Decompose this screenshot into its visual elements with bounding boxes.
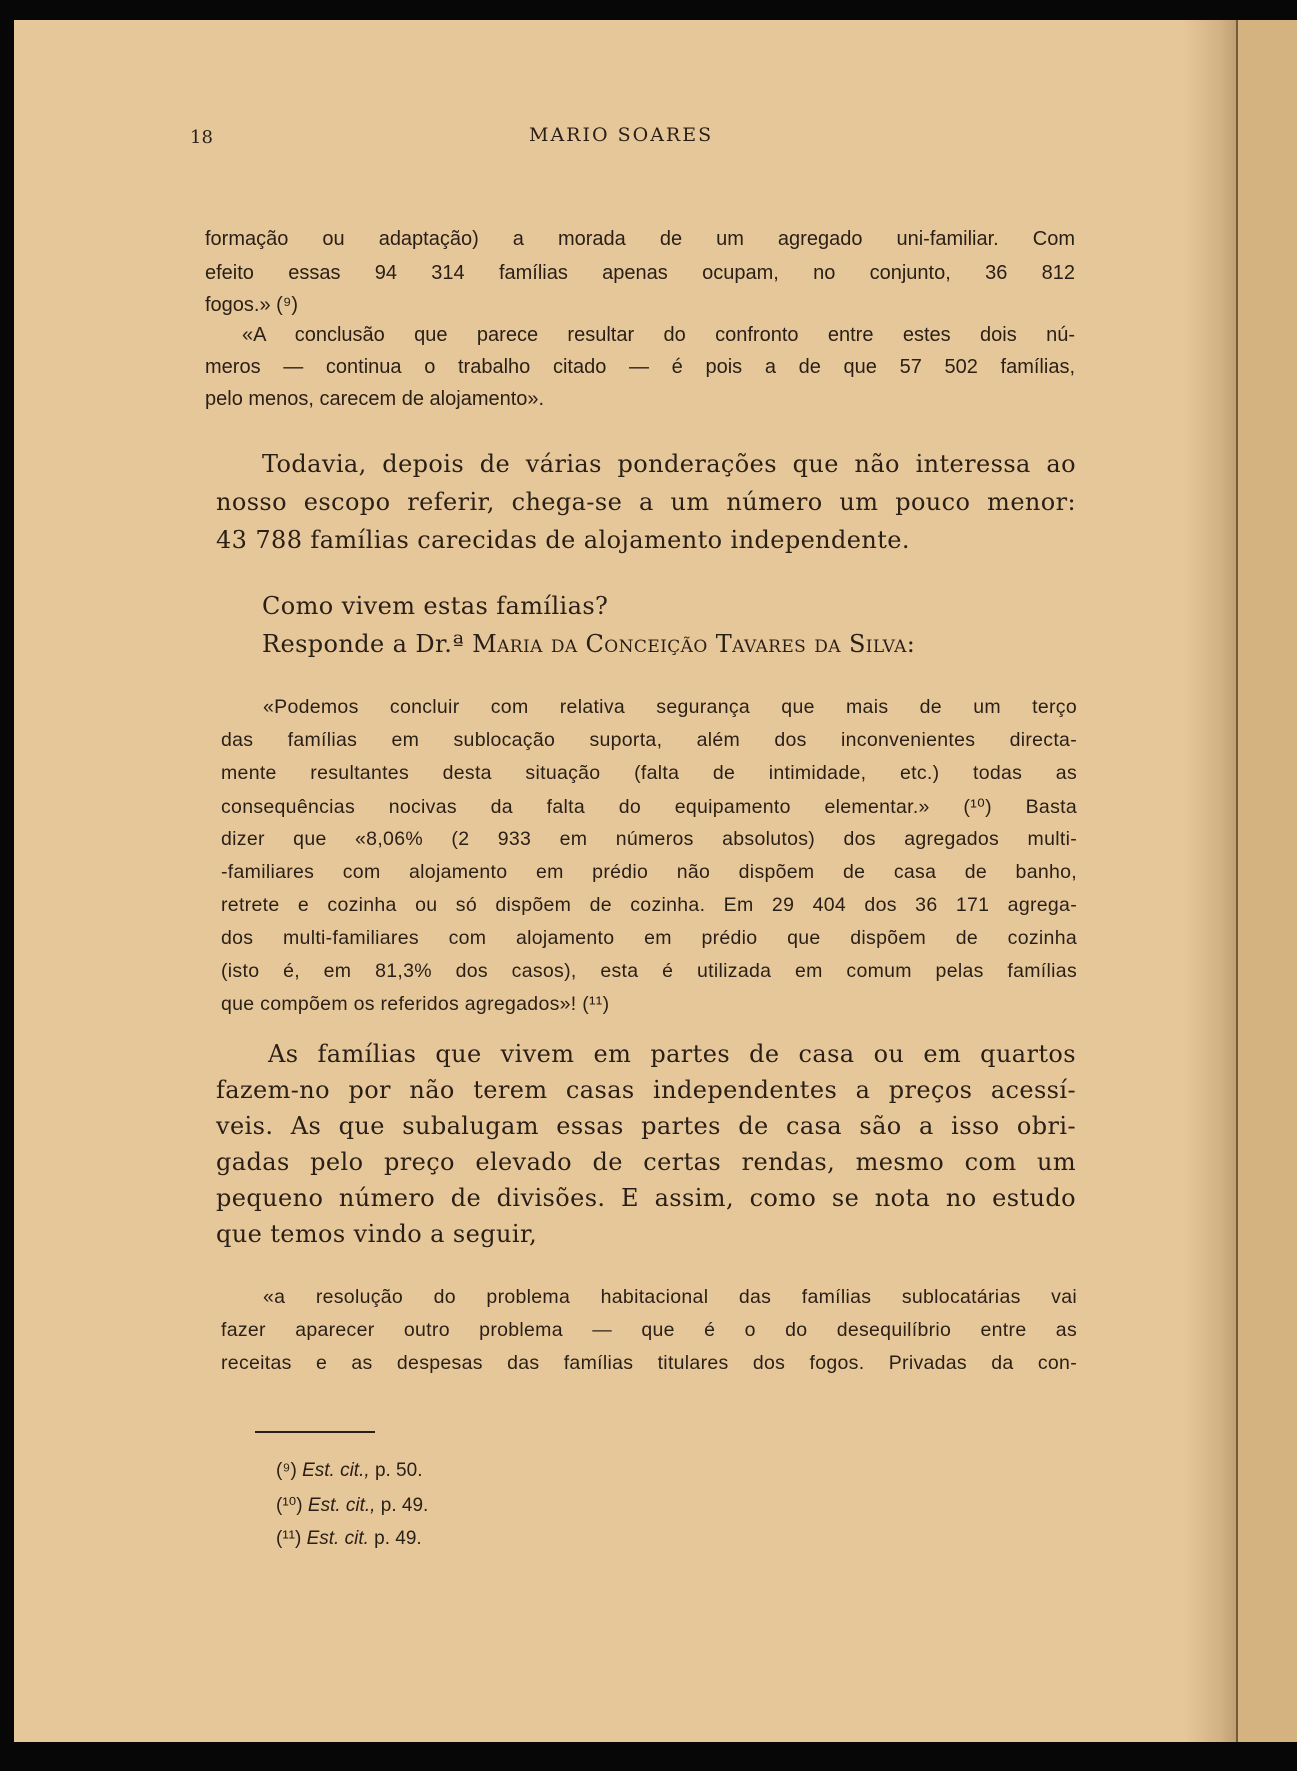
text-line: As famílias que vivem em partes de casa ou em quartos <box>268 1040 1076 1068</box>
footnote <box>276 1494 428 1517</box>
text-line: fogos.» (⁹) <box>205 294 299 316</box>
quote-line: dos multi-familiares com alojamento em prédio que dispõem de cozinha <box>221 927 1077 949</box>
next-page-edge <box>1238 20 1297 1742</box>
text-line: Todavia, depois de várias ponderações que não interessa ao <box>262 450 1076 478</box>
quote-line: que compõem os referidos agregados»! (¹¹) <box>221 993 610 1015</box>
quote-line: consequências nocivas da falta do equipamento elementar.» (¹⁰) Basta <box>221 796 1077 818</box>
text-line: Como vivem estas famílias? <box>262 592 609 620</box>
quote-line: receitas e as despesas das famílias titulares dos fogos. Privadas da con- <box>221 1352 1077 1374</box>
text-line <box>262 630 1076 658</box>
text-line: «A conclusão que parece resultar do confronto entre estes dois nú- <box>242 324 1075 346</box>
quote-line: -familiares com alojamento em prédio não dispõem de casa de banho, <box>221 861 1077 883</box>
page-number: 18 <box>190 127 213 148</box>
footnote-page: p. 49. <box>380 1495 429 1516</box>
text-line: meros — continua o trabalho citado — é pois a de que 57 502 famílias, <box>205 356 1075 378</box>
footnote <box>276 1460 422 1482</box>
quote-line: «Podemos concluir com relativa segurança que mais de um terço <box>263 696 1077 718</box>
text-line: fazem-no por não terem casas independentes a preços acessí- <box>216 1076 1076 1104</box>
footnote-mark: (¹¹) <box>276 1528 302 1549</box>
text-line: pelo menos, carecem de alojamento». <box>205 388 545 410</box>
quote-line: dizer que «8,06% (2 933 em números absolutos) dos agregados multi- <box>221 828 1077 850</box>
text-line: 43 788 famílias carecidas de alojamento independente. <box>216 526 910 554</box>
text-run: Responde a Dr.ª <box>262 630 473 658</box>
text-line: formação ou adaptação) a morada de um agregado uni-familiar. Com <box>205 228 1075 250</box>
footnote-mark: (⁹) <box>276 1460 297 1481</box>
page-gutter-shadow <box>1184 20 1244 1742</box>
footnote-rule <box>255 1431 375 1433</box>
footnote <box>276 1528 422 1550</box>
text-line: que temos vindo a seguir, <box>216 1220 538 1248</box>
quote-line: fazer aparecer outro problema — que é o do desequilíbrio entre as <box>221 1319 1077 1341</box>
footnote-ref: Est. cit. <box>306 1528 369 1549</box>
quote-line: retrete e cozinha ou só dispõem de cozinha. Em 29 404 dos 36 171 agrega- <box>221 894 1077 916</box>
text-line: veis. As que subalugam essas partes de casa são a isso obri- <box>216 1112 1076 1140</box>
footnote-ref: Est. cit., <box>302 1460 370 1481</box>
quote-line: (isto é, em 81,3% dos casos), esta é utilizada em comum pelas famílias <box>221 960 1077 982</box>
footnote-mark: (¹⁰) <box>276 1495 303 1516</box>
text-line: nosso escopo referir, chega-se a um número um pouco menor: <box>216 488 1076 516</box>
quote-line: «a resolução do problema habitacional das famílias sublocatárias vai <box>263 1286 1077 1308</box>
footnote-page: p. 49. <box>374 1528 422 1549</box>
text-line: pequeno número de divisões. E assim, como se nota no estudo <box>216 1184 1076 1212</box>
footnote-page: p. 50. <box>374 1460 423 1481</box>
text-line: gadas pelo preço elevado de certas rendas, mesmo com um <box>216 1148 1076 1176</box>
text-run: : <box>906 630 916 658</box>
footnote-ref: Est. cit., <box>307 1495 376 1516</box>
running-title: MARIO SOARES <box>529 124 714 146</box>
quote-line: das famílias em sublocação suporta, além dos inconvenientes directa- <box>221 729 1077 751</box>
quote-line: mente resultantes desta situação (falta de intimidade, etc.) todas as <box>221 762 1077 784</box>
author-name: Maria da Conceição Tavares da Silva <box>472 630 907 658</box>
text-line: efeito essas 94 314 famílias apenas ocupam, no conjunto, 36 812 <box>205 262 1075 284</box>
